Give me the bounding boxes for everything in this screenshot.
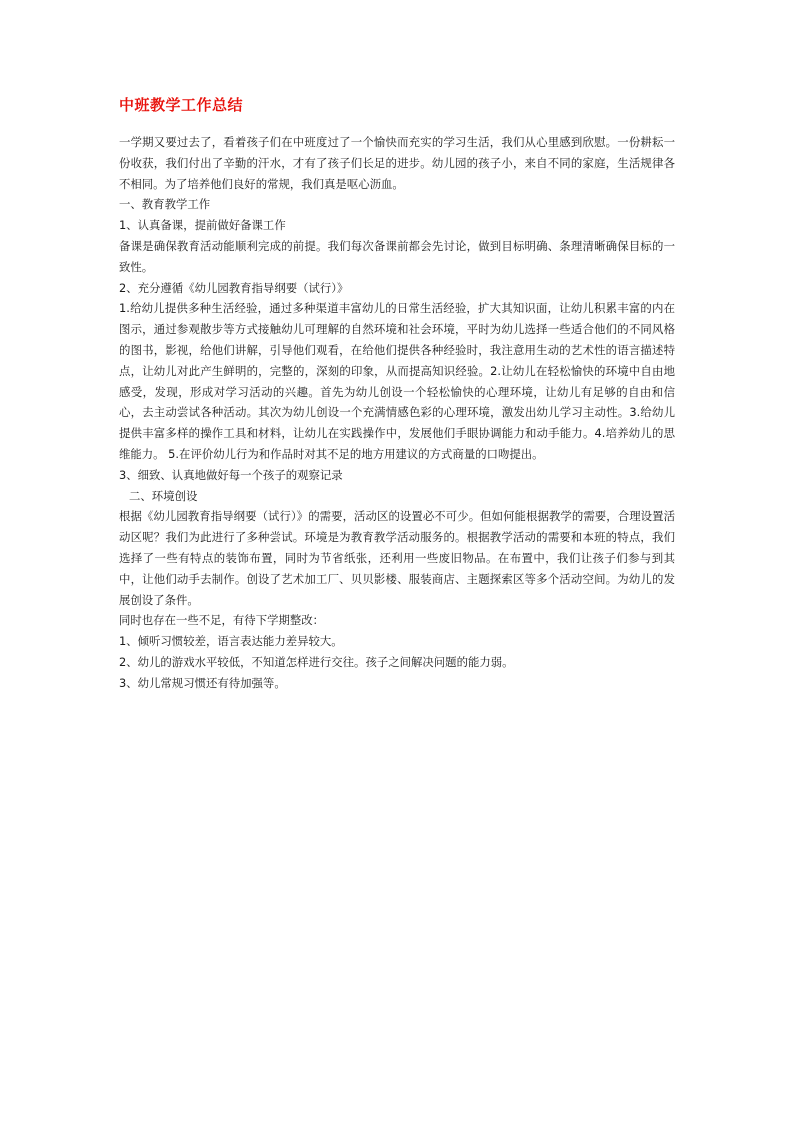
shortcomings-intro: 同时也存在一些不足，有待下学期整改： <box>119 613 325 628</box>
shortcoming-item-1: 1、倾听习惯较差，语言表达能力差异较大。 <box>119 634 343 649</box>
lesson-prep-paragraph: 备课是确保教育活动能顺利完成的前提。我们每次备课前都会先讨论，做到目标明确、条理清晰确保目标的一致性。 <box>119 238 675 274</box>
shortcoming-item-3: 3、幼儿常规习惯还有待加强等。 <box>119 675 286 690</box>
subheading-observation: 3、细致、认真地做好每一个孩子的观察记录 <box>119 467 343 482</box>
environment-paragraph: 根据《幼儿园教育指导纲要（试行）》的需要，活动区的设置必不可少。但如何能根据教学的需要，合理设置活动区呢？我们为此进行了多种尝试。环境是为教育教学活动服务的。根据教学活动的需要和本班的特点，我们选择了一些有特点的装饰布置，同时为节省纸张，还利用一些废旧物品。在布置中，我们让孩子们参与到其中，让他们动手去制作。创设了艺术加工厂、贝贝影楼、服装商店、主题探索区等多个活动空间。为幼儿的发展创设了条件。 <box>119 509 675 607</box>
intro-paragraph: 一学期又要过去了，看着孩子们在中班度过了一个愉快而充实的学习生活，我们从心里感到欣慰。一份耕耘一份收获，我们付出了辛勤的汗水，才有了孩子们长足的进步。幼儿园的孩子小，来自不同的家庭，生活规律各不相同。为了培养他们良好的常规，我们真是呕心沥血。 <box>119 135 675 191</box>
document-body <box>119 94 675 694</box>
shortcoming-item-2: 2、幼儿的游戏水平较低，不知道怎样进行交往。孩子之间解决问题的能力弱。 <box>119 654 514 669</box>
section-heading-teaching: 一、教育教学工作 <box>119 197 211 212</box>
subheading-guideline: 2、充分遵循《幼儿园教育指导纲要（试行）》 <box>119 280 349 295</box>
section-heading-environment: 二、环境创设 <box>129 488 198 503</box>
guideline-paragraph: 1.给幼儿提供多种生活经验，通过多种渠道丰富幼儿的日常生活经验，扩大其知识面，让幼儿积累丰富的内在图示，通过参观散步等方式接触幼儿可理解的自然环境和社会环境，平时为幼儿选择一些适合他们的不同风格的图书，影视，给他们讲解，引导他们观看，在给他们提供各种经验时，我注意用生动的艺术性的语言描述特点，让幼儿对此产生鲜明的，完整的，深刻的印象，从而提高知识经验。2.让幼儿在轻松愉快的环境中自由地感受，发现，形成对学习活动的兴趣。首先为幼儿创设一个轻松愉快的心理环境，让幼儿有足够的自由和信心，去主动尝试各种活动。其次为幼儿创设一个充满情感色彩的心理环境，激发出幼儿学习主动性。3.给幼儿提供丰富多样的操作工具和材料，让幼儿在实践操作中，发展他们手眼协调能力和动手能力。4.培养幼儿的思维能力。 5.在评价幼儿行为和作品时对其不足的地方用建议的方式商量的口吻提出。 <box>119 301 675 461</box>
document-title: 中班教学工作总结 <box>119 96 244 114</box>
subheading-lesson-prep: 1、认真备课，提前做好备课工作 <box>119 218 286 233</box>
